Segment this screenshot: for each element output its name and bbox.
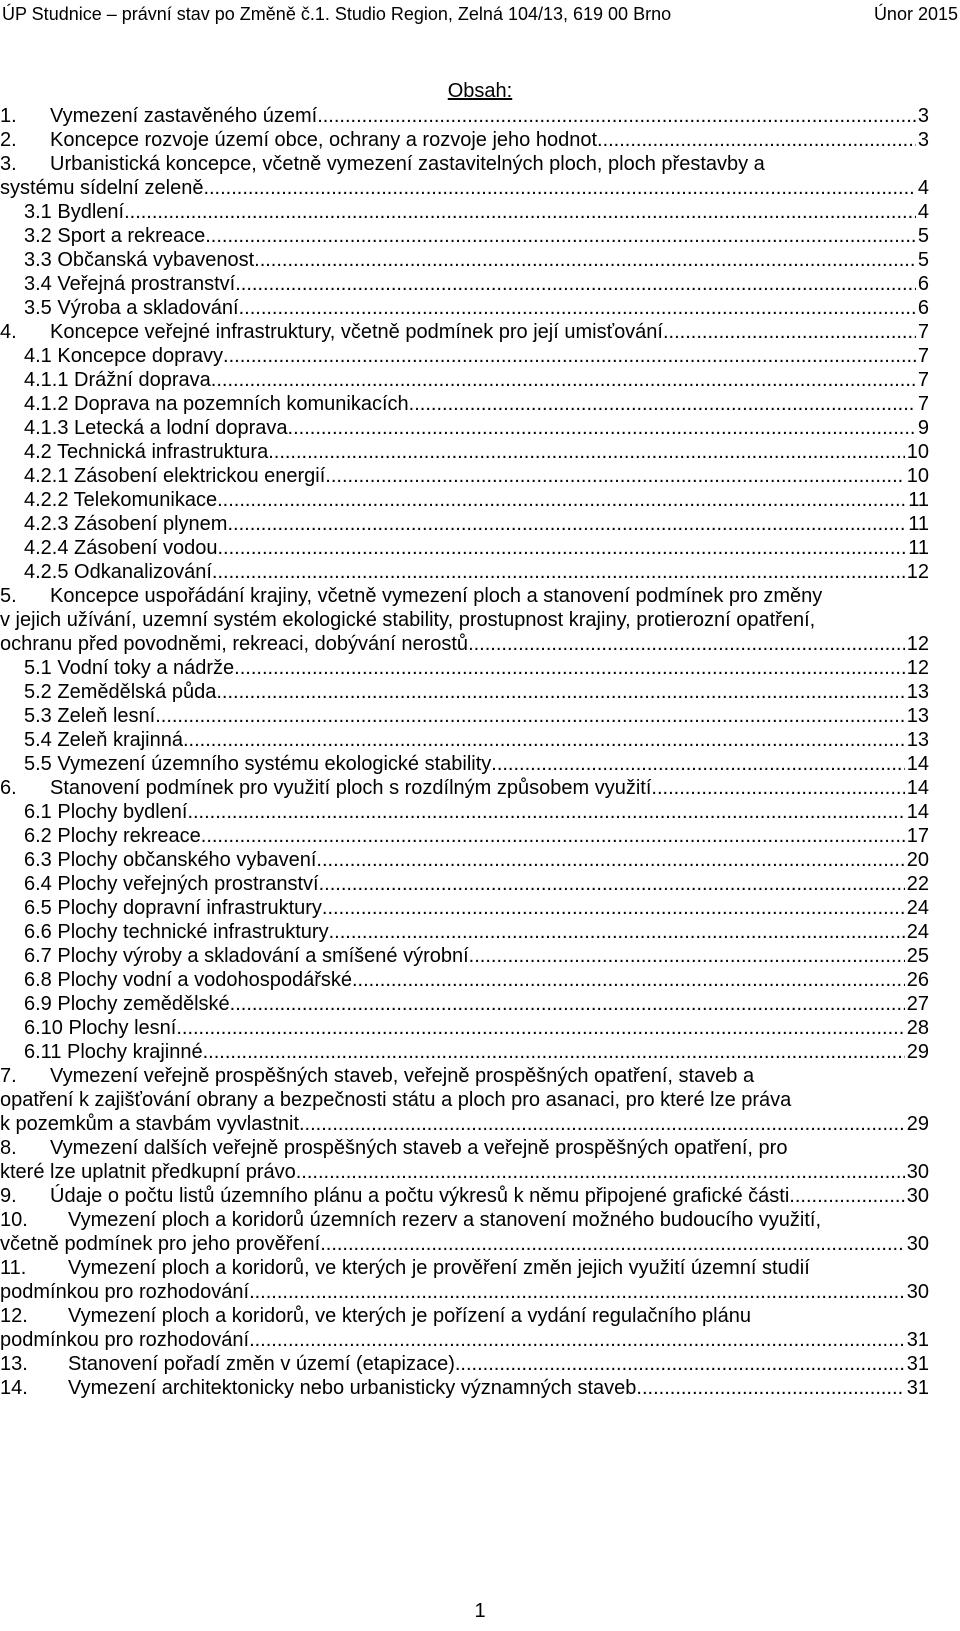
toc-entry[interactable]	[24, 464, 929, 488]
toc-entry-title: Stanovení pořadí změn v území (etapizace)	[68, 1353, 455, 1375]
toc-entry-page: 24	[906, 921, 929, 943]
toc-entry-line	[0, 176, 929, 200]
toc-entry-page: 11	[908, 489, 929, 511]
toc-entry-page: 25	[906, 945, 929, 967]
toc-entry-title: 6.7 Plochy výroby a skladování a smíšené výrobní	[24, 945, 469, 967]
dot-leader	[187, 800, 904, 824]
toc-entry-title: 5.4 Zeleň krajinná	[24, 729, 183, 751]
toc-entry[interactable]	[0, 128, 929, 152]
toc-entry-title: 3.4 Veřejná prostranství	[24, 273, 236, 295]
toc-entry[interactable]	[24, 656, 929, 680]
toc-entry-page: 7	[917, 369, 929, 391]
toc-entry-title: včetně podmínek pro jeho prověření	[0, 1233, 321, 1255]
toc-entry-page: 13	[906, 729, 929, 751]
toc-entry-line	[24, 560, 929, 584]
dot-leader	[211, 368, 916, 392]
toc-entry-line	[24, 272, 929, 296]
toc-entry-line	[24, 392, 929, 416]
toc-entry-title: 4.1.1 Drážní doprava	[24, 369, 211, 391]
header-document-info: ÚP Studnice – právní stav po Změně č.1. Studio Region, Zelná 104/13, 619 00 Brno	[2, 4, 672, 24]
toc-entry-line	[24, 848, 929, 872]
toc-entry-title: 5.1 Vodní toky a nádrže	[24, 657, 235, 679]
dot-leader	[235, 272, 916, 296]
toc-entry-page: 14	[906, 777, 929, 799]
dot-leader	[249, 1328, 905, 1352]
dot-leader	[636, 1376, 904, 1400]
dot-leader	[789, 1184, 904, 1208]
toc-entry-line	[24, 368, 929, 392]
toc-entry-title: 6.5 Plochy dopravní infrastruktury	[24, 897, 322, 919]
toc-entry[interactable]	[0, 1376, 929, 1400]
toc-entry[interactable]	[24, 992, 929, 1016]
toc-entry-line	[24, 488, 929, 512]
toc-entry[interactable]	[24, 920, 929, 944]
toc-entry-line	[0, 1376, 929, 1400]
toc-entry-title: 6.2 Plochy rekreace	[24, 825, 201, 847]
dot-leader	[124, 200, 916, 224]
toc-entry-line	[24, 512, 929, 536]
dot-leader	[216, 680, 904, 704]
dot-leader	[455, 1352, 905, 1376]
toc-entry[interactable]	[24, 704, 929, 728]
toc-entry-line	[24, 944, 929, 968]
toc-entry-title: Vymezení architektonicky nebo urbanisticky významných staveb	[68, 1377, 637, 1399]
toc-entry-number: 6.	[0, 777, 17, 799]
dot-leader	[491, 752, 904, 776]
toc-entry-title: Vymezení ploch a koridorů územních rezerv a stanovení možného budoucího využití,	[68, 1209, 821, 1231]
toc-entry-line	[24, 1040, 929, 1064]
toc-entry[interactable]	[24, 800, 929, 824]
dot-leader	[268, 440, 905, 464]
toc-entry-line	[24, 968, 929, 992]
toc-entry-line	[0, 1088, 929, 1112]
toc-entry-page: 12	[906, 561, 929, 583]
toc-entry-line	[0, 1136, 929, 1160]
toc-entry-title: k pozemkům a stavbám vyvlastnit	[0, 1113, 299, 1135]
toc-entry-line	[0, 1184, 929, 1208]
toc-entry-title: podmínkou pro rozhodování	[0, 1329, 250, 1351]
toc-entry-line	[0, 128, 929, 152]
toc-entry-number: 14.	[0, 1377, 28, 1399]
toc-entry-number: 12.	[0, 1305, 28, 1327]
dot-leader	[254, 248, 916, 272]
toc-entry-page: 6	[917, 297, 929, 319]
dot-leader	[155, 704, 905, 728]
toc-entry-page: 14	[906, 801, 929, 823]
toc-entry-page: 14	[906, 753, 929, 775]
toc-entry[interactable]	[0, 1304, 929, 1352]
toc-entry-line	[24, 656, 929, 680]
toc-entry-page: 31	[906, 1353, 929, 1375]
dot-leader	[201, 824, 905, 848]
toc-entry-number: 4.	[0, 321, 17, 343]
dot-leader	[217, 488, 906, 512]
page-header	[0, 4, 960, 28]
toc-entry-title: 4.2.2 Telekomunikace	[24, 489, 218, 511]
toc-heading	[0, 80, 960, 103]
toc-entry[interactable]	[24, 968, 929, 992]
toc-entry-title: 5.5 Vymezení územního systému ekologické stability	[24, 753, 492, 775]
toc-entry-line	[0, 320, 929, 344]
toc-entry-line	[24, 440, 929, 464]
toc-entry[interactable]	[24, 848, 929, 872]
toc-entry-title: Vymezení ploch a koridorů, ve kterých je prověření změn jejich využití územní studií	[68, 1257, 810, 1279]
page-number: 1	[474, 1600, 486, 1622]
toc-entry-page: 30	[906, 1185, 929, 1207]
dot-leader	[217, 536, 906, 560]
toc-entry-line	[24, 680, 929, 704]
dot-leader	[316, 848, 904, 872]
toc-entry-title: Stanovení podmínek pro využití ploch s rozdílným způsobem využití	[50, 777, 652, 799]
toc-entry-title: Koncepce uspořádání krajiny, včetně vymezení ploch a stanovení podmínek pro změny	[50, 585, 823, 607]
toc-entry-page: 29	[906, 1041, 929, 1063]
toc-entry-page: 11	[908, 537, 929, 559]
toc-entry-page: 3	[917, 129, 929, 151]
toc-entry-page: 31	[906, 1377, 929, 1399]
toc-entry-title: 4.2.5 Odkanalizování	[24, 561, 212, 583]
toc-entry-page: 7	[917, 321, 929, 343]
dot-leader	[325, 464, 904, 488]
toc-entry[interactable]	[24, 1040, 929, 1064]
toc-entry-line	[0, 1304, 929, 1328]
dot-leader	[663, 320, 916, 344]
toc-entry-page: 30	[906, 1233, 929, 1255]
toc-entry-title: 3.2 Sport a rekreace	[24, 225, 206, 247]
toc-entry-line	[24, 728, 929, 752]
toc-entry-number: 11.	[0, 1257, 27, 1279]
toc-entry[interactable]	[24, 872, 929, 896]
toc-entry[interactable]	[24, 416, 929, 440]
toc-entry-page: 6	[917, 273, 929, 295]
toc-entry-page: 4	[917, 201, 929, 223]
toc-entry[interactable]	[24, 224, 929, 248]
toc-entry-page: 22	[906, 873, 929, 895]
toc-entry-number: 2.	[0, 129, 17, 151]
toc-entry-page: 31	[906, 1329, 929, 1351]
toc-entry-line	[0, 1232, 929, 1256]
toc-entry-line	[0, 608, 929, 632]
toc-entry-line	[24, 872, 929, 896]
toc-entry-line	[24, 536, 929, 560]
dot-leader	[223, 344, 916, 368]
toc-entry[interactable]	[24, 560, 929, 584]
toc-entry-page: 28	[906, 1017, 929, 1039]
dot-leader	[234, 656, 905, 680]
toc-entry-title: 6.6 Plochy technické infrastruktury	[24, 921, 329, 943]
toc-entry-title: 4.2.1 Zásobení elektrickou energií	[24, 465, 326, 487]
toc-entry-title: Vymezení veřejně prospěšných staveb, veřejně prospěšných opatření, staveb a	[50, 1065, 755, 1087]
toc-entry-page: 26	[906, 969, 929, 991]
toc-entry-title: opatření k zajišťování obrany a bezpečnosti státu a ploch pro asanaci, pro které lze práva	[0, 1089, 792, 1111]
toc-entry-line	[24, 704, 929, 728]
toc-entry-number: 7.	[0, 1065, 17, 1087]
toc-entry[interactable]	[24, 944, 929, 968]
toc-entry-line	[24, 896, 929, 920]
toc-entry-page: 5	[917, 225, 929, 247]
toc-entry[interactable]	[0, 1064, 929, 1136]
toc-entry-line	[24, 248, 929, 272]
toc-entry-line	[0, 632, 929, 656]
dot-leader	[352, 968, 905, 992]
dot-leader	[469, 944, 905, 968]
dot-leader	[239, 296, 916, 320]
toc-entry-line	[24, 224, 929, 248]
toc-entry-number: 8.	[0, 1137, 17, 1159]
toc-entry-title: 3.1 Bydlení	[24, 201, 125, 223]
toc-entry-number: 5.	[0, 585, 17, 607]
toc-entry-page: 10	[906, 465, 929, 487]
toc-entry-number: 3.	[0, 153, 17, 175]
dot-leader	[205, 224, 916, 248]
toc-entry[interactable]	[0, 1184, 929, 1208]
dot-leader	[176, 1016, 904, 1040]
dot-leader	[203, 1040, 905, 1064]
toc-entry[interactable]	[24, 272, 929, 296]
toc-entry-line	[0, 1064, 929, 1088]
dot-leader	[203, 176, 915, 200]
toc-entry[interactable]	[24, 392, 929, 416]
toc-entry[interactable]	[0, 1136, 929, 1184]
dot-leader	[468, 632, 905, 656]
toc-entry-line	[24, 296, 929, 320]
dot-leader	[183, 728, 905, 752]
toc-entry-line	[24, 1016, 929, 1040]
toc-entry[interactable]	[24, 368, 929, 392]
dot-leader	[322, 896, 905, 920]
toc-entry[interactable]	[24, 512, 929, 536]
toc-entry[interactable]	[24, 728, 929, 752]
toc-entry-line	[0, 584, 929, 608]
toc-entry[interactable]	[0, 104, 929, 128]
toc-entry-page: 30	[906, 1281, 929, 1303]
dot-leader	[288, 416, 916, 440]
toc-entry-page: 12	[906, 633, 929, 655]
dot-leader	[317, 104, 916, 128]
table-of-contents	[0, 104, 929, 1400]
toc-entry-title: Koncepce rozvoje území obce, ochrany a rozvoje jeho hodnot	[50, 129, 598, 151]
toc-entry-page: 29	[906, 1113, 929, 1135]
toc-entry-title: 4.1 Koncepce dopravy	[24, 345, 224, 367]
toc-entry-page: 7	[917, 345, 929, 367]
toc-entry-page: 3	[917, 105, 929, 127]
toc-entry-line	[24, 824, 929, 848]
toc-entry-title: 4.2.3 Zásobení plynem	[24, 513, 228, 535]
toc-entry-line	[24, 416, 929, 440]
toc-entry-title: 6.10 Plochy lesní	[24, 1017, 177, 1039]
toc-entry-title: 6.3 Plochy občanského vybavení	[24, 849, 317, 871]
toc-entry-title: 4.2.4 Zásobení vodou	[24, 537, 218, 559]
toc-entry[interactable]	[24, 1016, 929, 1040]
toc-entry-page: 7	[917, 393, 929, 415]
toc-entry-line	[0, 1160, 929, 1184]
toc-entry[interactable]	[24, 440, 929, 464]
dot-leader	[212, 560, 905, 584]
toc-entry[interactable]	[0, 152, 929, 200]
toc-entry-title: 6.9 Plochy zemědělské	[24, 993, 230, 1015]
toc-entry[interactable]	[24, 296, 929, 320]
dot-leader	[230, 992, 905, 1016]
dot-leader	[409, 392, 916, 416]
toc-entry-number: 13.	[0, 1353, 28, 1375]
toc-entry[interactable]	[24, 824, 929, 848]
toc-entry-line	[0, 1208, 929, 1232]
toc-entry-page: 5	[917, 249, 929, 271]
toc-entry-page: 11	[908, 513, 929, 535]
toc-entry-line	[0, 1112, 929, 1136]
toc-entry-page: 10	[906, 441, 929, 463]
toc-entry-title: 6.1 Plochy bydlení	[24, 801, 188, 823]
toc-entry-line	[24, 200, 929, 224]
toc-entry[interactable]	[0, 1352, 929, 1376]
toc-entry[interactable]	[0, 320, 929, 344]
toc-entry-line	[0, 152, 929, 176]
toc-entry-title: Urbanistická koncepce, včetně vymezení zastavitelných ploch, ploch přestavby a	[50, 153, 765, 175]
dot-leader	[249, 1280, 905, 1304]
dot-leader	[329, 920, 905, 944]
toc-entry[interactable]	[24, 248, 929, 272]
toc-entry-title: 6.11 Plochy krajinné	[24, 1041, 203, 1063]
toc-entry-title: Údaje o počtu listů územního plánu a počtu výkresů k němu připojené grafické části	[50, 1185, 790, 1207]
toc-entry[interactable]	[24, 344, 929, 368]
dot-leader	[597, 128, 916, 152]
toc-entry-page: 27	[906, 993, 929, 1015]
toc-entry-line	[24, 992, 929, 1016]
toc-entry-line	[24, 464, 929, 488]
toc-entry-line	[24, 344, 929, 368]
toc-entry[interactable]	[24, 488, 929, 512]
dot-leader	[296, 1160, 905, 1184]
dot-leader	[651, 776, 904, 800]
toc-entry-line	[0, 1280, 929, 1304]
toc-entry[interactable]	[24, 896, 929, 920]
toc-entry-title: 5.3 Zeleň lesní	[24, 705, 156, 727]
toc-entry-title: 4.1.3 Letecká a lodní doprava	[24, 417, 288, 439]
toc-entry-title: 3.3 Občanská vybavenost	[24, 249, 255, 271]
toc-entry[interactable]	[0, 584, 929, 656]
toc-entry-line	[24, 800, 929, 824]
toc-entry-title: Vymezení dalších veřejně prospěšných staveb a veřejně prospěšných opatření, pro	[50, 1137, 788, 1159]
toc-entry-title: které lze uplatnit předkupní právo	[0, 1161, 296, 1183]
toc-entry-number: 10.	[0, 1209, 28, 1231]
dot-leader	[227, 512, 906, 536]
toc-entry-page: 13	[906, 705, 929, 727]
toc-entry-title: 5.2 Zemědělská půda	[24, 681, 217, 703]
toc-entry-title: ochranu před povodněmi, rekreaci, dobývání nerostů	[0, 633, 469, 655]
toc-entry-title: 4.2 Technická infrastruktura	[24, 441, 269, 463]
toc-entry[interactable]	[0, 1208, 929, 1256]
toc-entry-line	[0, 1256, 929, 1280]
toc-entry-page: 20	[906, 849, 929, 871]
toc-entry-title: 3.5 Výroba a skladování	[24, 297, 239, 319]
toc-entry-title: 4.1.2 Doprava na pozemních komunikacích	[24, 393, 409, 415]
toc-entry[interactable]	[24, 536, 929, 560]
toc-entry[interactable]	[0, 776, 929, 800]
toc-entry[interactable]	[24, 680, 929, 704]
toc-entry-number: 9.	[0, 1185, 17, 1207]
toc-entry-page: 30	[906, 1161, 929, 1183]
toc-entry-title: v jejich užívání, uzemní systém ekologické stability, prostupnost krajiny, protierozní opatření,	[0, 609, 816, 631]
toc-heading-text: Obsah:	[447, 80, 513, 102]
toc-entry-line	[0, 1352, 929, 1376]
toc-entry-page: 24	[906, 897, 929, 919]
dot-leader	[320, 1232, 905, 1256]
toc-entry-title: systému sídelní zeleně	[0, 177, 204, 199]
toc-entry-title: 6.8 Plochy vodní a vodohospodářské	[24, 969, 352, 991]
toc-entry[interactable]	[0, 1256, 929, 1304]
toc-entry-page: 9	[917, 417, 929, 439]
toc-entry-title: Koncepce veřejné infrastruktury, včetně podmínek pro její umisťování	[50, 321, 663, 343]
toc-entry-page: 12	[906, 657, 929, 679]
toc-entry-page: 4	[917, 177, 929, 199]
dot-leader	[319, 872, 905, 896]
toc-entry-page: 17	[906, 825, 929, 847]
toc-entry-title: 6.4 Plochy veřejných prostranství	[24, 873, 319, 895]
dot-leader	[299, 1112, 905, 1136]
toc-entry-title: Vymezení ploch a koridorů, ve kterých je pořízení a vydání regulačního plánu	[68, 1305, 751, 1327]
toc-entry-title: Vymezení zastavěného území	[50, 105, 318, 127]
toc-entry-title: podmínkou pro rozhodování	[0, 1281, 250, 1303]
toc-entry-page: 13	[906, 681, 929, 703]
toc-entry-line	[24, 752, 929, 776]
toc-entry-line	[24, 920, 929, 944]
toc-entry[interactable]	[24, 752, 929, 776]
header-date: Únor 2015	[873, 4, 958, 24]
toc-entry[interactable]	[24, 200, 929, 224]
toc-entry-line	[0, 104, 929, 128]
toc-entry-line	[0, 1328, 929, 1352]
toc-entry-number: 1.	[0, 105, 17, 127]
toc-entry-line	[0, 776, 929, 800]
